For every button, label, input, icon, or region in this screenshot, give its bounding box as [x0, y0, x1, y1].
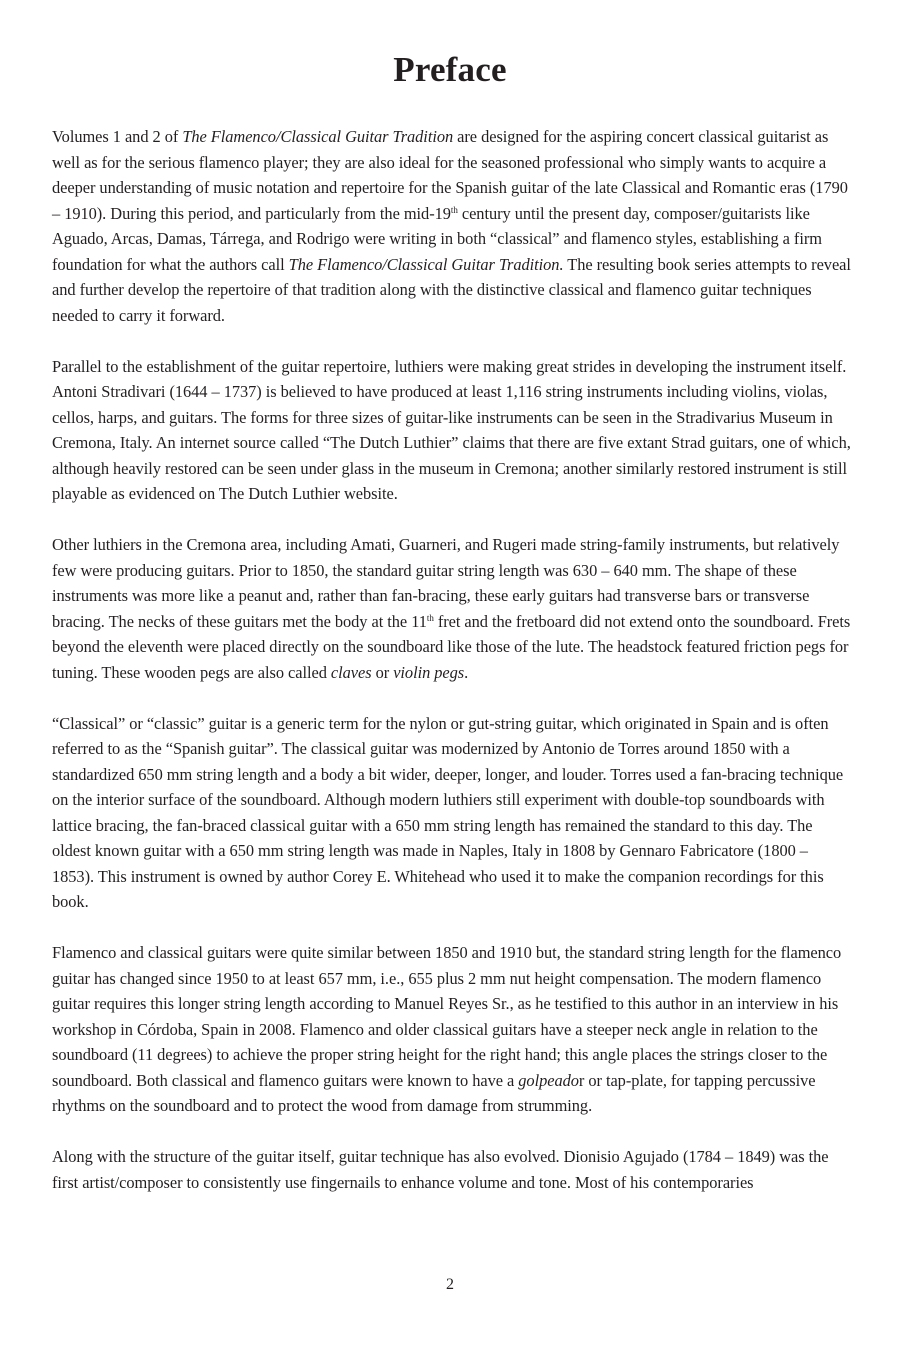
paragraph-5 — [52, 940, 852, 1119]
text-run: Flamenco and classical guitars were quite similar between 1850 and 1910 but, the standard string length for the flamenco guitar has changed since 1950 to at least 657 mm, i.e., 655 plus 2 mm nut height compensation. The modern flamenco guitar requires this longer string length according to Manuel Reyes Sr., as he testified to this author in an interview in his workshop in Córdoba, Spain in 2008. Flamenco and older classical guitars have a steeper neck angle in relation to the soundboard (11 degrees) to achieve the proper string height for the right hand; this angle places the strings closer to the soundboard. Both classical and flamenco guitars were known to have a — [52, 943, 842, 1090]
text-run: are designed for the aspiring concert classical guitarist as well as for the serious flamenco player; they are also ideal for the seasoned professional who simply wants to acquire a deeper understanding of music notation and repertoire for the Spanish guitar of the late Classical and Romantic eras (1790 – 1910). During this period, and particularly from the mid-19 — [52, 127, 848, 223]
paragraph-6: Along with the structure of the guitar itself, guitar technique has also evolved. Dionisio Agujado (1784 – 1849) was the first artist/composer to consistently use fingernails to enhance volume and tone. Most of his contemporaries — [52, 1147, 829, 1192]
ordinal-suffix: th — [450, 204, 458, 215]
text-run: Volumes 1 and 2 of — [52, 127, 183, 146]
italic-term: claves — [330, 662, 372, 682]
book-title: The Flamenco/Classical Guitar Tradition. — [288, 254, 564, 274]
page-title: Preface — [393, 50, 507, 89]
ordinal-suffix: th — [426, 612, 434, 623]
page-number: 2 — [446, 1276, 454, 1293]
text-run: or — [371, 662, 394, 682]
paragraph-2: Parallel to the establishment of the guitar repertoire, luthiers were making great strides in developing the instrument itself. Antoni Stradivari (1644 – 1737) is believed to have produced at least 1,116 string instruments including violins, violas, cellos, harps, and guitars. The forms for three sizes of guitar-like instruments can be seen in the Stradivarius Museum in Cremona, Italy. An internet source called “The Dutch Luthier” claims that there are five extant Strad guitars, one of which, although heavily restored can be seen under glass in the museum in Cremona; another similarly restored instrument is still playable as evidenced on The Dutch Luthier website. — [52, 356, 851, 503]
text-run: fret and the fretboard did not extend onto the soundboard. Frets beyond the eleventh were placed directly on the soundboard like those of the lute. The headstock featured friction pegs for tuning. These wooden pegs are also called — [52, 611, 851, 682]
text-run: . — [464, 662, 469, 682]
text-run: Other luthiers in the Cremona area, including Amati, Guarneri, and Rugeri made string-family instruments, but relatively few were producing guitars. Prior to 1850, the standard guitar string length was 630 – 640 mm. The shape of these instruments was more like a peanut and, rather than fan-bracing, these early guitars had transverse bars or transverse bracing. The necks of these guitars met the body at the 11 — [52, 535, 840, 631]
paragraph-3 — [52, 532, 852, 685]
italic-term: golpeado — [518, 1070, 579, 1090]
text-run: r or tap-plate, for tapping percussive rhythms on the soundboard and to protect the wood from damage from strumming. — [52, 1070, 816, 1115]
italic-term: violin pegs — [393, 662, 465, 682]
book-title: The Flamenco/Classical Guitar Tradition — [182, 127, 454, 146]
paragraph-4: “Classical” or “classic” guitar is a generic term for the nylon or gut-string guitar, which originated in Spain and is often referred to as the “Spanish guitar”. The classical guitar was modernized by Antonio de Torres around 1850 with a standardized 650 mm string length and a body a bit wider, deeper, longer, and louder. Torres used a fan-bracing technique on the interior surface of the soundboard. Although modern luthiers still experiment with double-top soundboards with lattice bracing, the fan-braced classical guitar with a 650 mm string length has remained the standard to this day. The oldest known guitar with a 650 mm string length was made in Naples, Italy in 1808 by Gennaro Fabricatore (1800 – 1853). This instrument is owned by author Corey E. Whitehead who used it to make the companion recordings for this book. — [52, 713, 844, 911]
paragraph-1 — [52, 124, 852, 328]
text-run: century until the present day, composer/guitarists like Aguado, Arcas, Damas, Tárrega, and Rodrigo were writing in both “classical” and flamenco styles, establishing a firm foundation for what the authors call — [52, 203, 822, 274]
text-run: The resulting book series attempts to reveal and further develop the repertoire of that tradition along with the distinctive classical and flamenco guitar techniques needed to carry it forward. — [52, 254, 851, 325]
body-text — [52, 124, 852, 1221]
